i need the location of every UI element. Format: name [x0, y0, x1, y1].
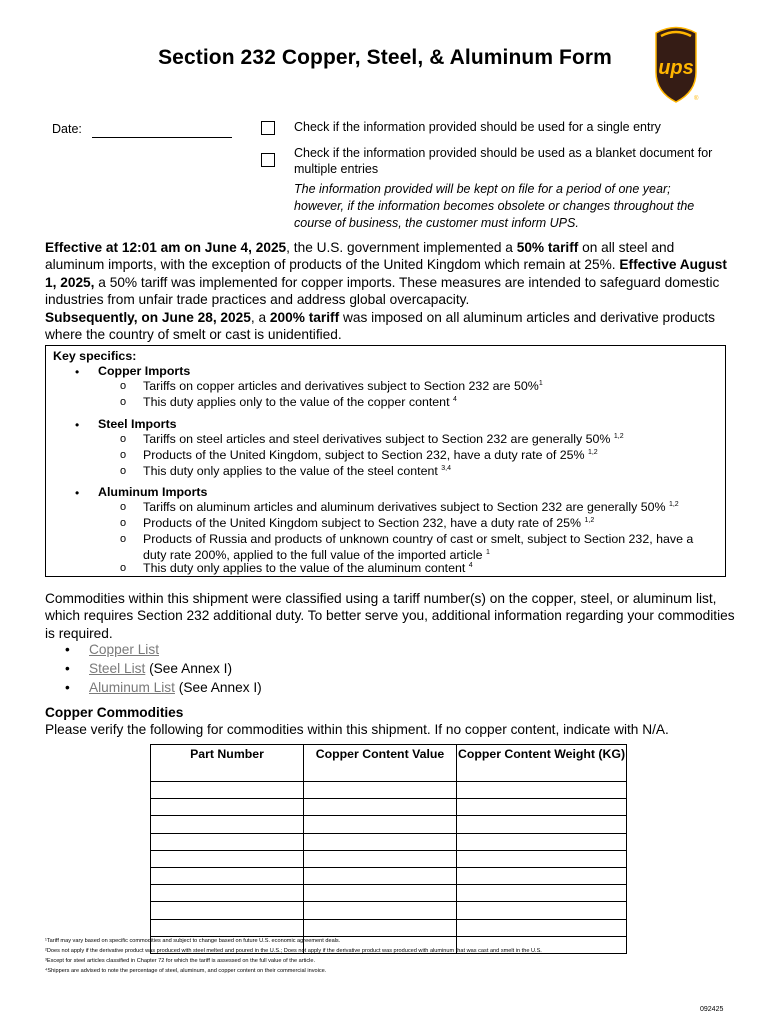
sub-bullet-icon: o: [120, 517, 127, 529]
footnote-1: ¹Tariff may vary based on specific commodities and subject to change based on future U.S. economic agreement deals.: [45, 938, 341, 944]
copper-weight-cell[interactable]: [457, 816, 627, 833]
footnote-2: ²Does not apply if the derivative product was produced with steel melted and poured in the U.S.; Does not apply if the derivative product was produced with aluminum that was cast and smelt in the U.S.: [45, 948, 542, 954]
sub-bullet-icon: o: [120, 380, 127, 392]
intro-text: , the U.S. government implemented a: [286, 240, 517, 255]
item-text: Products of the United Kingdom subject to Section 232, have a duty rate of 25%: [143, 516, 585, 530]
footnote-ref: 1,2: [613, 433, 624, 440]
part-number-cell[interactable]: [151, 902, 304, 919]
bullet-icon: •: [75, 418, 80, 432]
copper-weight-cell[interactable]: [457, 850, 627, 867]
bullet-icon: •: [65, 661, 70, 676]
part-number-cell[interactable]: [151, 867, 304, 884]
list-suffix: (See Annex I): [145, 661, 233, 676]
copper-value-cell[interactable]: [304, 799, 457, 816]
part-number-cell[interactable]: [151, 885, 304, 902]
table-row: [151, 867, 627, 884]
registered-mark: ®: [694, 96, 699, 102]
effective-date-june-4: Effective at 12:01 am on June 4, 2025: [45, 240, 287, 255]
footnote-ref: 1,2: [584, 517, 595, 524]
footnote-4: ⁴Shippers are advised to note the percentage of steel, aluminum, and copper content on their commercial invoice.: [45, 968, 327, 974]
key-specifics-box: [45, 345, 726, 577]
table-row: [151, 850, 627, 867]
effective-date-august-1: Effective August 1, 2025,: [45, 257, 727, 290]
copper-item: [143, 395, 713, 411]
aluminum-item: [143, 500, 713, 516]
date-label: Date:: [52, 122, 82, 136]
item-text: This duty only applies to the value of the aluminum content: [143, 561, 469, 575]
copper-weight-cell[interactable]: [457, 782, 627, 799]
single-entry-label: Check if the information provided should be used for a single entry: [294, 120, 661, 134]
copper-list-link[interactable]: Copper List: [89, 642, 159, 657]
aluminum-imports-heading: Aluminum Imports: [98, 485, 208, 499]
copper-value-cell[interactable]: [304, 867, 457, 884]
table-row: [151, 902, 627, 919]
copper-item: [143, 379, 713, 395]
steel-list-link[interactable]: Steel List: [89, 661, 146, 676]
copper-value-cell[interactable]: [304, 816, 457, 833]
copper-value-cell[interactable]: [304, 885, 457, 902]
sub-bullet-icon: o: [120, 449, 127, 461]
tariff-lists: [65, 640, 262, 697]
column-header-part-number: Part Number: [151, 745, 304, 782]
retention-note: The information provided will be kept on file for a period of one year; however, if the information becomes obsolete or changes throughout the course of business, the customer must inform UPS.: [294, 182, 695, 230]
footnote-ref: 1,2: [587, 449, 598, 456]
aluminum-list-link[interactable]: Aluminum List: [89, 680, 175, 695]
sub-bullet-icon: o: [120, 465, 127, 477]
aluminum-item: [143, 532, 713, 563]
copper-value-cell[interactable]: [304, 902, 457, 919]
part-number-cell[interactable]: [151, 782, 304, 799]
copper-value-cell[interactable]: [304, 919, 457, 936]
item-text: Tariffs on copper articles and derivatives subject to Section 232 are 50%: [143, 379, 539, 393]
aluminum-item: [143, 561, 713, 577]
sub-bullet-icon: o: [120, 433, 127, 445]
steel-item: [143, 448, 713, 464]
table-row: [151, 799, 627, 816]
sub-bullet-icon: o: [120, 562, 127, 574]
table-row: [151, 833, 627, 850]
bullet-icon: •: [65, 642, 70, 657]
blanket-document-checkbox[interactable]: [261, 153, 275, 167]
tariff-200-percent: 200% tariff: [269, 309, 340, 325]
item-text: This duty only applies to the value of the steel content: [143, 464, 442, 478]
date-field[interactable]: [92, 137, 232, 138]
sub-bullet-icon: o: [120, 396, 127, 408]
intro-paragraph-1: [45, 239, 735, 309]
table-header-row: [151, 745, 627, 782]
footnote-ref: 1: [538, 380, 543, 387]
copper-weight-cell[interactable]: [457, 902, 627, 919]
key-specifics-title: Key specifics:: [53, 349, 137, 363]
intro-paragraph-2: [45, 309, 735, 344]
tariff-intro: [45, 239, 735, 343]
part-number-cell[interactable]: [151, 833, 304, 850]
part-number-cell[interactable]: [151, 919, 304, 936]
sub-bullet-icon: o: [120, 501, 127, 513]
copper-weight-cell[interactable]: [457, 799, 627, 816]
part-number-cell[interactable]: [151, 816, 304, 833]
list-item: [65, 659, 262, 678]
footnote-ref: 1: [486, 548, 490, 556]
footnote-ref: 3,4: [441, 465, 451, 472]
table-row: [151, 816, 627, 833]
table-row: [151, 782, 627, 799]
effective-date-june-28: Subsequently, on June 28, 2025: [45, 309, 251, 325]
form-code: 092425: [700, 1006, 724, 1013]
blanket-document-label: Check if the information provided should be used as a blanket document for multiple entries: [294, 146, 713, 176]
aluminum-item: [143, 516, 713, 532]
item-text: Products of Russia and products of unknown country of cast or smelt, subject to Section 232, have a duty rate 200%, applied to the full value of the imported article: [143, 532, 694, 562]
footnote-ref: 4: [452, 396, 457, 403]
column-header-copper-value: Copper Content Value: [304, 745, 457, 782]
bullet-icon: •: [75, 486, 80, 500]
svg-text:ups: ups: [658, 57, 694, 79]
item-text: This duty applies only to the value of the copper content: [143, 395, 453, 409]
bullet-icon: •: [75, 365, 80, 379]
steel-item: [143, 464, 713, 480]
item-text: Tariffs on steel articles and steel derivatives subject to Section 232 are generally 50%: [143, 432, 614, 446]
copper-weight-cell[interactable]: [457, 833, 627, 850]
item-text: Products of the United Kingdom, subject to Section 232, have a duty rate of 25%: [143, 448, 588, 462]
list-item: [65, 640, 262, 659]
form-title: Section 232 Copper, Steel, & Aluminum Form: [158, 46, 612, 69]
part-number-cell[interactable]: [151, 799, 304, 816]
sub-bullet-icon: o: [120, 533, 127, 545]
footnote-ref: 4: [468, 562, 473, 569]
list-suffix: (See Annex I): [174, 680, 262, 695]
steel-imports-heading: Steel Imports: [98, 417, 177, 431]
list-item: [65, 678, 262, 697]
copper-weight-cell[interactable]: [457, 867, 627, 884]
ups-logo: [653, 20, 699, 106]
copper-commodities-instruction: Please verify the following for commodities within this shipment. If no copper content, indicate with N/A.: [45, 722, 669, 737]
commodities-text: Commodities within this shipment were classified using a tariff number(s) on the copper, steel, or aluminum list, which requires Section 232 additional duty. To better serve you, additional information regarding your commodities is required.: [45, 591, 735, 641]
intro-text: was imposed on all aluminum articles and derivative products where the country of smelt or cast is unidentified.: [45, 309, 715, 343]
column-header-copper-weight: Copper Content Weight (KG): [457, 745, 627, 782]
bullet-icon: •: [65, 680, 70, 695]
intro-text: on all steel and aluminum imports, with the exception of products of the United Kingdom which remain at 25%.: [45, 240, 675, 273]
copper-commodities-title: Copper Commodities: [45, 705, 184, 720]
copper-content-table: [150, 744, 627, 954]
table-row: [151, 885, 627, 902]
part-number-cell[interactable]: [151, 850, 304, 867]
copper-weight-cell[interactable]: [457, 885, 627, 902]
copper-weight-cell[interactable]: [457, 919, 627, 936]
single-entry-checkbox[interactable]: [261, 121, 275, 135]
copper-value-cell[interactable]: [304, 850, 457, 867]
table-row: [151, 919, 627, 936]
steel-item: [143, 432, 713, 448]
copper-value-cell[interactable]: [304, 833, 457, 850]
copper-value-cell[interactable]: [304, 782, 457, 799]
copper-imports-heading: Copper Imports: [98, 364, 191, 378]
footnote-3: ³Except for steel articles classified in Chapter 72 for which the tariff is assessed on the full value of the article.: [45, 958, 316, 964]
item-text: Tariffs on aluminum articles and aluminum derivatives subject to Section 232 are generally 50%: [143, 500, 669, 514]
intro-text: , a: [250, 309, 270, 325]
footnote-ref: 1,2: [668, 501, 679, 508]
tariff-50-percent: 50% tariff: [516, 240, 579, 255]
intro-text: a 50% tariff was implemented for copper imports. These measures are intended to safeguard domestic industries from unfair trade practices and address global overcapacity.: [45, 274, 720, 308]
